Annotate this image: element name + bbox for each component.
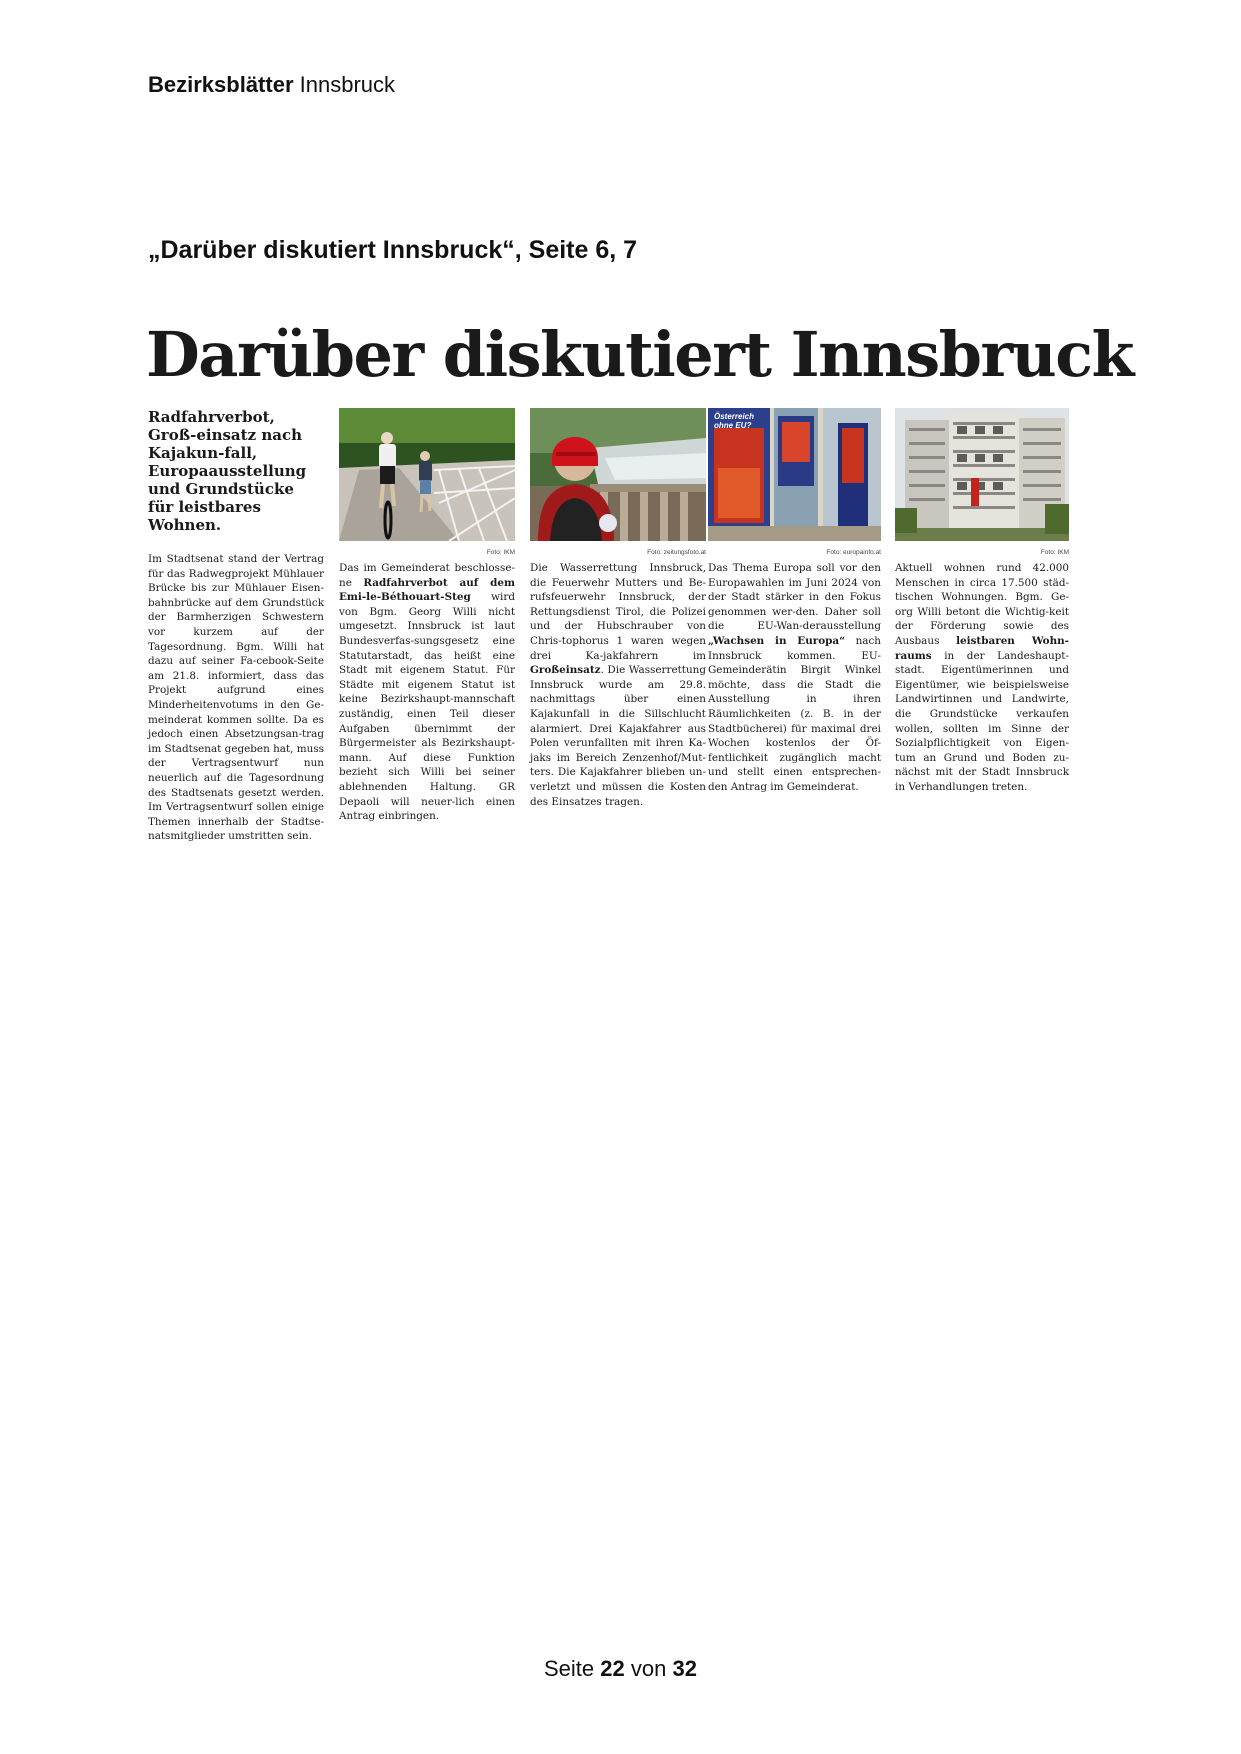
article-headline: Darüber diskutiert Innsbruck (146, 318, 1133, 391)
poster-text: Österreich ohne EU? (714, 412, 755, 430)
photo-water-rescue (530, 408, 706, 541)
column-2-text: Das im Gemeinderat beschlosse-ne Radfahrverbot auf dem Emi-le-Béthouart-Steg wird von Bgm. Georg Willi nicht umgesetzt. Innsbruck ist laut Bundesverfas-sungsgesetz eine Statutarstadt, das heißt eine Stadt mit eigenem Statut. Für Städte mit eigenem Statut ist keine Bezirkshaupt-mannschaft zuständig, einen Teil dieser Aufgaben übernimmt der Bürgermeister als Bezirkshaupt-mann. Auf diese Funktion bezieht sich Willi bei seiner ablehnenden Haltung. GR Depaoli will neuer-lich einen Antrag einbringen. (339, 562, 515, 823)
footer-prefix: Seite (544, 1656, 595, 1681)
photo-credit: Foto: IKM (1040, 549, 1069, 556)
current-page-number: 22 (600, 1656, 625, 1681)
total-page-count: 32 (672, 1656, 697, 1681)
page-footer (0, 1656, 1241, 1682)
photo-credit: Foto: zeitungsfoto.at (647, 549, 706, 556)
article-column-3 (530, 408, 706, 809)
article-column-2 (339, 408, 515, 824)
photo-credit: Foto: IKM (486, 549, 515, 556)
article-column-5 (895, 408, 1069, 795)
article-lead: Radfahrverbot, Groß-einsatz nach Kajakun-fall, Europaausstellung und Grundstücke für leistbares Wohnen. (148, 408, 307, 534)
column-4-text: Das Thema Europa soll vor den Europawahlen im Juni 2024 von der Stadt stärker in den Fokus genommen wer-den. Daher soll die EU-Wan-derausstellung „Wachsen in Europa“ nach Innsbruck kommen. EU-Gemeinderätin Birgit Winkel möchte, dass die Stadt die Ausstellung in ihren Räumlichkeiten (z. B. in der Stadtbücherei) für maximal drei Wochen kostenlos der Öf-fentlichkeit zugänglich macht und stellt einen entsprechen-den Antrag im Gemeinderat. (708, 562, 881, 793)
photo-cyclists-bridge (339, 408, 515, 541)
photo-credit: Foto: europainfo.at (826, 549, 881, 556)
footer-middle: von (630, 1656, 667, 1681)
article-column-1 (148, 408, 324, 844)
document-header (148, 72, 395, 98)
photo-apartment-building (895, 408, 1069, 541)
article-column-4 (708, 408, 881, 795)
photo-eu-exhibition (708, 408, 881, 541)
column-3-text: Die Wasserrettung Innsbruck, die Feuerwehr Mutters und Be-rufsfeuerwehr Innsbruck, der Rettungsdienst Tirol, die Polizei und der Hubschrauber von Chris-tophorus 1 waren wegen drei Ka-jakfahrern im Großeinsatz. Die Wasserrettung Innsbruck wurde am 29.8. nachmittags über einen Kajakunfall in die Sillschlucht alarmiert. Drei Kajakfahrer aus Polen verunfallten mit ihren Ka-jaks im Bereich Zenzenhof/Mut-ters. Die Kajakfahrer blieben un-verletzt und müssen die Kosten des Einsatzes tragen. (530, 562, 706, 808)
column-5-text: Aktuell wohnen rund 42.000 Menschen in circa 17.500 städ-tischen Wohnungen. Bgm. Ge-org Willi betont die Wichtig-keit der Förderung sowie des Ausbaus leistbaren Wohn-raums in der Landeshaupt-stadt. Eigentümerinnen und Eigentümer, wie beispielsweise Landwirtinnen und Landwirte, die Grundstücke verkaufen wollen, sollten im Sinne der Sozialpflichtigkeit von Eigen-tum an Grund und Boden zu-nächst mit der Stadt Innsbruck in Verhandlungen treten. (895, 562, 1069, 793)
header-region: Innsbruck (299, 72, 396, 97)
column-1-text: Im Stadtsenat stand der Vertrag für das Radwegprojekt Mühlauer Brücke bis zur Mühlauer Eisen-bahnbrücke auf dem Grundstück der Barmherzigen Schwestern vor kurzem auf der Tagesordnung. Bgm. Willi hat dazu auf seiner Fa-cebook-Seite am 21.8. informiert, dass das Projekt aufgrund eines Minderheitenvotums in den Ge-meinderat kommen sollte. Da es jedoch einen Absetzungsan-trag im Stadtsenat gegeben hat, muss der Vertragsentwurf nun neuerlich auf die Tagesordnung des Stadtsenats gesetzt werden. Im Vertragsentwurf sollen einige Themen innerhalb der Stadtse-natsmitglieder umstritten sein. (148, 553, 324, 843)
header-brand: Bezirksblätter (148, 72, 294, 97)
article-reference: „Darüber diskutiert Innsbruck“, Seite 6, 7 (148, 236, 638, 264)
